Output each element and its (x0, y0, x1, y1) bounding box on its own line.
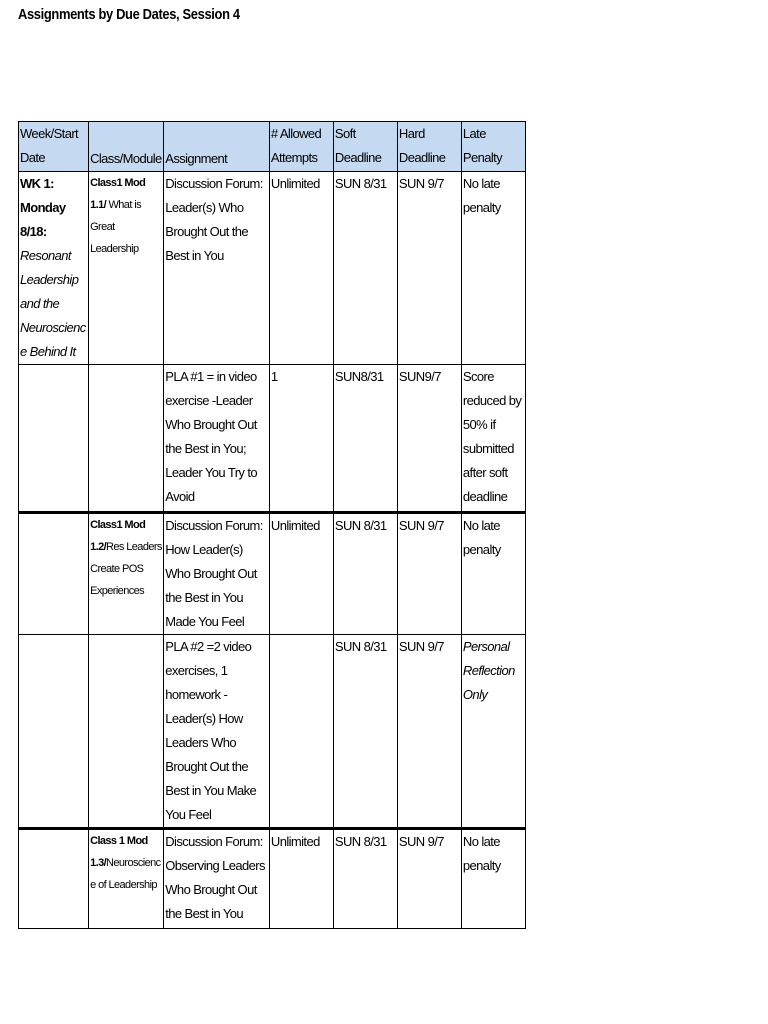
attempts-cell (269, 635, 333, 829)
table-row (19, 635, 526, 829)
week-cell (19, 172, 89, 365)
module-title: Res Leaders Create POS Experiences (90, 541, 162, 597)
soft-deadline-cell: SUN 8/31 (333, 829, 397, 929)
late-penalty-cell: Score reduced by 50% if submitted after soft deadline (461, 365, 525, 513)
assignment-cell: Discussion Forum: Leader(s) Who Brought Out the Best in You (164, 172, 270, 365)
header-hard-deadline: Hard Deadline (397, 122, 461, 172)
assignment-cell: Discussion Forum: Observing Leaders Who Brought Out the Best in You (164, 829, 270, 929)
week-label: WK 1: Monday 8/18: (20, 176, 66, 239)
module-cell (89, 829, 164, 929)
hard-deadline-cell: SUN 9/7 (397, 829, 461, 929)
assignment-cell: PLA #1 = in video exercise -Leader Who Brought Out the Best in You; Leader You Try to Avoid (164, 365, 270, 513)
late-penalty-cell: No late penalty (461, 829, 525, 929)
assignment-cell: PLA #2 =2 video exercises, 1 homework - Leader(s) How Leaders Who Brought Out the Best in You Make You Feel (164, 635, 270, 829)
hard-deadline-cell: SUN 9/7 (397, 513, 461, 635)
hard-deadline-cell: SUN9/7 (397, 365, 461, 513)
hard-deadline-cell: SUN 9/7 (397, 172, 461, 365)
table-header-row (19, 122, 526, 172)
late-penalty-cell: No late penalty (461, 172, 525, 365)
hard-deadline-cell: SUN 9/7 (397, 635, 461, 829)
module-code: Class1 Mod 1.1/ (90, 177, 146, 211)
assignment-cell: Discussion Forum: How Leader(s) Who Brought Out the Best in You Made You Feel (164, 513, 270, 635)
soft-deadline-cell: SUN 8/31 (333, 172, 397, 365)
module-cell (89, 513, 164, 635)
attempts-cell: Unlimited (269, 829, 333, 929)
header-module: Class/Module (89, 122, 164, 172)
header-week: Week/Start Date (19, 122, 89, 172)
attempts-cell: 1 (269, 365, 333, 513)
module-cell (89, 172, 164, 365)
week-cell (19, 635, 89, 829)
soft-deadline-cell: SUN 8/31 (333, 635, 397, 829)
module-title: What is Great Leadership (90, 199, 141, 255)
module-cell (89, 635, 164, 829)
table-row (19, 829, 526, 929)
header-late-penalty: Late Penalty (461, 122, 525, 172)
header-attempts: # Allowed Attempts (269, 122, 333, 172)
table-row (19, 172, 526, 365)
late-penalty-cell: No late penalty (461, 513, 525, 635)
header-assignment: Assignment (164, 122, 270, 172)
module-code: Class1 Mod 1.2/ (90, 519, 146, 553)
header-soft-deadline: Soft Deadline (333, 122, 397, 172)
week-topic: Resonant Leadership and the Neuroscience Behind It (20, 248, 86, 359)
attempts-cell: Unlimited (269, 172, 333, 365)
table-row (19, 365, 526, 513)
soft-deadline-cell: SUN 8/31 (333, 513, 397, 635)
module-cell (89, 365, 164, 513)
assignments-table (18, 121, 526, 929)
table-row (19, 513, 526, 635)
week-cell (19, 829, 89, 929)
week-cell (19, 513, 89, 635)
week-cell (19, 365, 89, 513)
module-title: Neuroscience of Leadership (90, 857, 161, 891)
soft-deadline-cell: SUN8/31 (333, 365, 397, 513)
late-penalty-cell: Personal Reflection Only (461, 635, 525, 829)
module-code: Class 1 Mod 1.3/ (90, 835, 148, 869)
attempts-cell: Unlimited (269, 513, 333, 635)
page-title: Assignments by Due Dates, Session 4 (18, 6, 240, 23)
